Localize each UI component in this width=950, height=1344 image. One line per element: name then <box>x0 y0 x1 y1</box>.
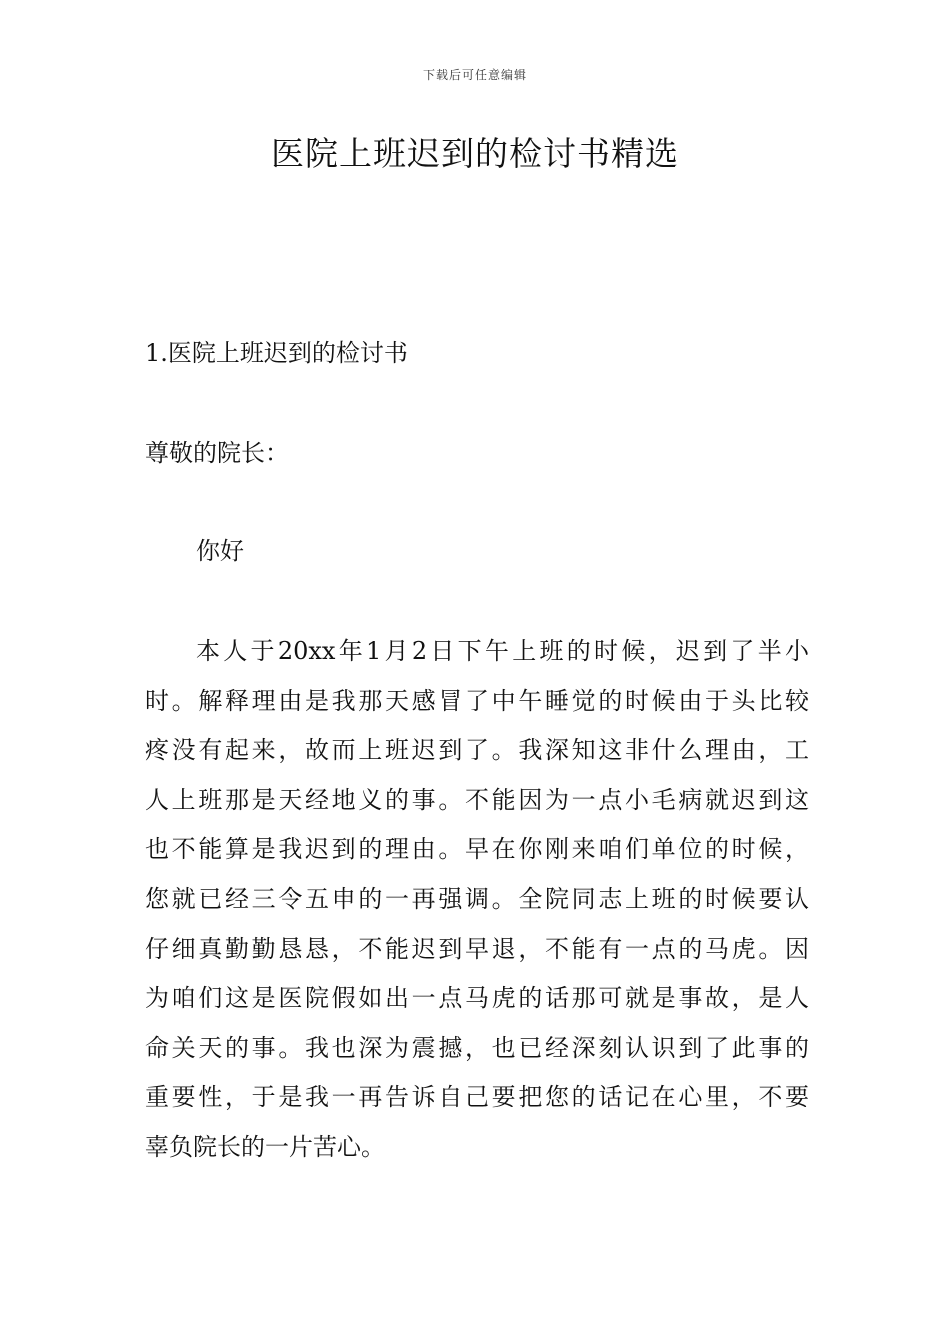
body-line: 命关天的事。我也深为震撼，也已经深刻认识到了此事的 <box>145 1033 809 1062</box>
header-note: 下载后可任意编辑 <box>422 68 527 82</box>
salutation: 尊敬的院长： <box>145 439 289 467</box>
document-title: 医院上班迟到的检讨书精选 <box>271 134 679 173</box>
section-heading: 1.医院上班迟到的检讨书 <box>145 339 408 367</box>
body-line: 也不能算是我迟到的理由。早在你刚来咱们单位的时候， <box>145 835 809 864</box>
body-line: 疼没有起来，故而上班迟到了。我深知这非什么理由，工 <box>145 736 809 765</box>
body-paragraph <box>145 627 809 1173</box>
greeting: 你好 <box>196 537 244 565</box>
body-line: 时。解释理由是我那天感冒了中午睡觉的时候由于头比较 <box>145 686 809 715</box>
body-line: 仔细真勤勤恳恳，不能迟到早退，不能有一点的马虎。因 <box>145 934 809 963</box>
body-line: 为咱们这是医院假如出一点马虎的话那可就是事故，是人 <box>145 984 809 1013</box>
body-line: 本人于20xx年1月2日下午上班的时候，迟到了半小 <box>196 637 809 665</box>
body-line: 重要性，于是我一再告诉自己要把您的话记在心里，不要 <box>145 1083 809 1112</box>
body-line: 人上班那是天经地义的事。不能因为一点小毛病就迟到这 <box>145 785 809 814</box>
body-line: 您就已经三令五申的一再强调。全院同志上班的时候要认 <box>145 884 809 913</box>
body-line: 辜负院长的一片苦心。 <box>145 1132 385 1161</box>
